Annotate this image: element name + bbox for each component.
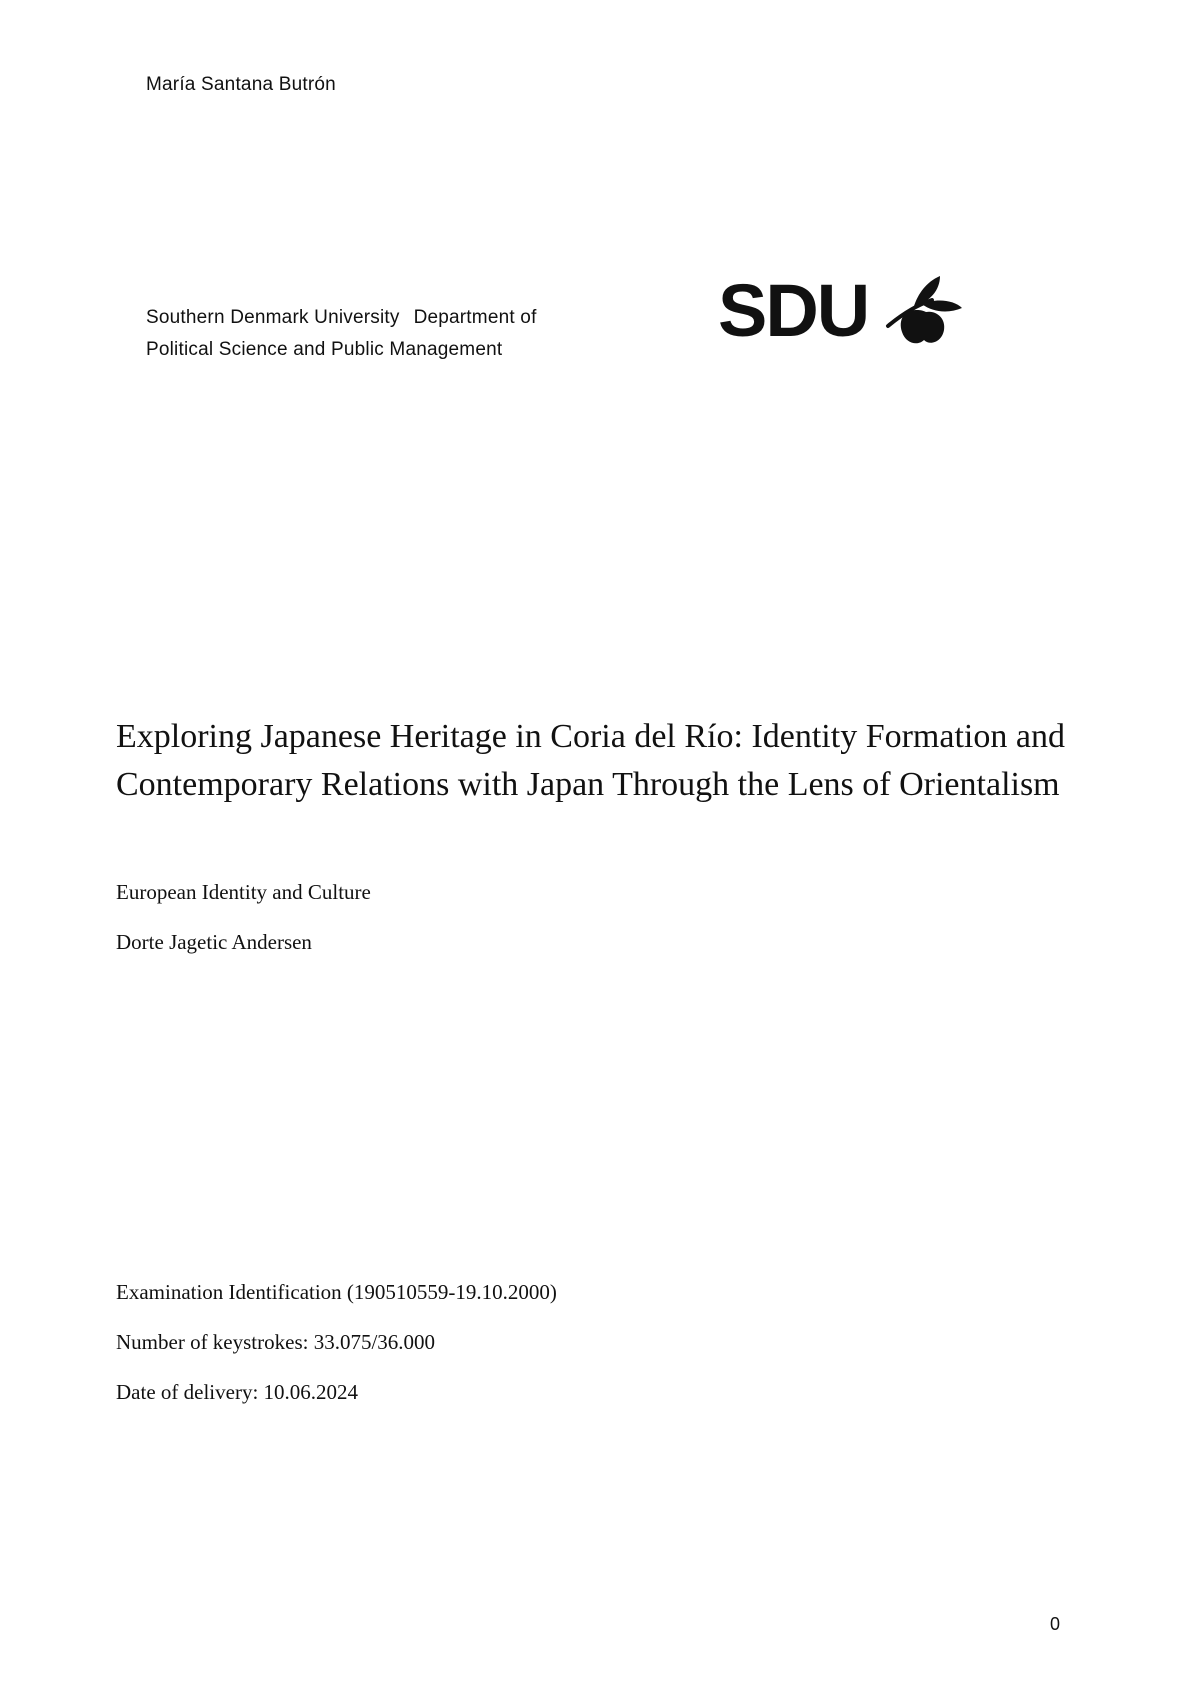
page-number: 0	[1050, 1614, 1061, 1634]
exam-identification: Examination Identification (190510559-19.10.2000)	[116, 1280, 557, 1304]
apple-branch-icon	[888, 276, 962, 343]
sdu-logo	[718, 270, 968, 346]
sdu-logo-text: SDU	[718, 270, 869, 346]
delivery-date: Date of delivery: 10.06.2024	[116, 1380, 359, 1404]
keystroke-count: Number of keystrokes: 33.075/36.000	[116, 1330, 436, 1354]
university-name: Southern Denmark University	[146, 307, 400, 328]
author-name: María Santana Butrón	[146, 74, 336, 95]
department-name-part2: Political Science and Public Management	[146, 339, 503, 360]
course-name: European Identity and Culture	[116, 880, 371, 904]
document-title: Exploring Japanese Heritage in Coria del Río: Identity Formation and Contemporary Relations with Japan Through the Lens of Orientalism	[116, 718, 1065, 803]
affiliation-block	[146, 302, 606, 366]
department-name-part1: Department of	[413, 307, 537, 328]
supervisor-name: Dorte Jagetic Andersen	[116, 930, 312, 954]
